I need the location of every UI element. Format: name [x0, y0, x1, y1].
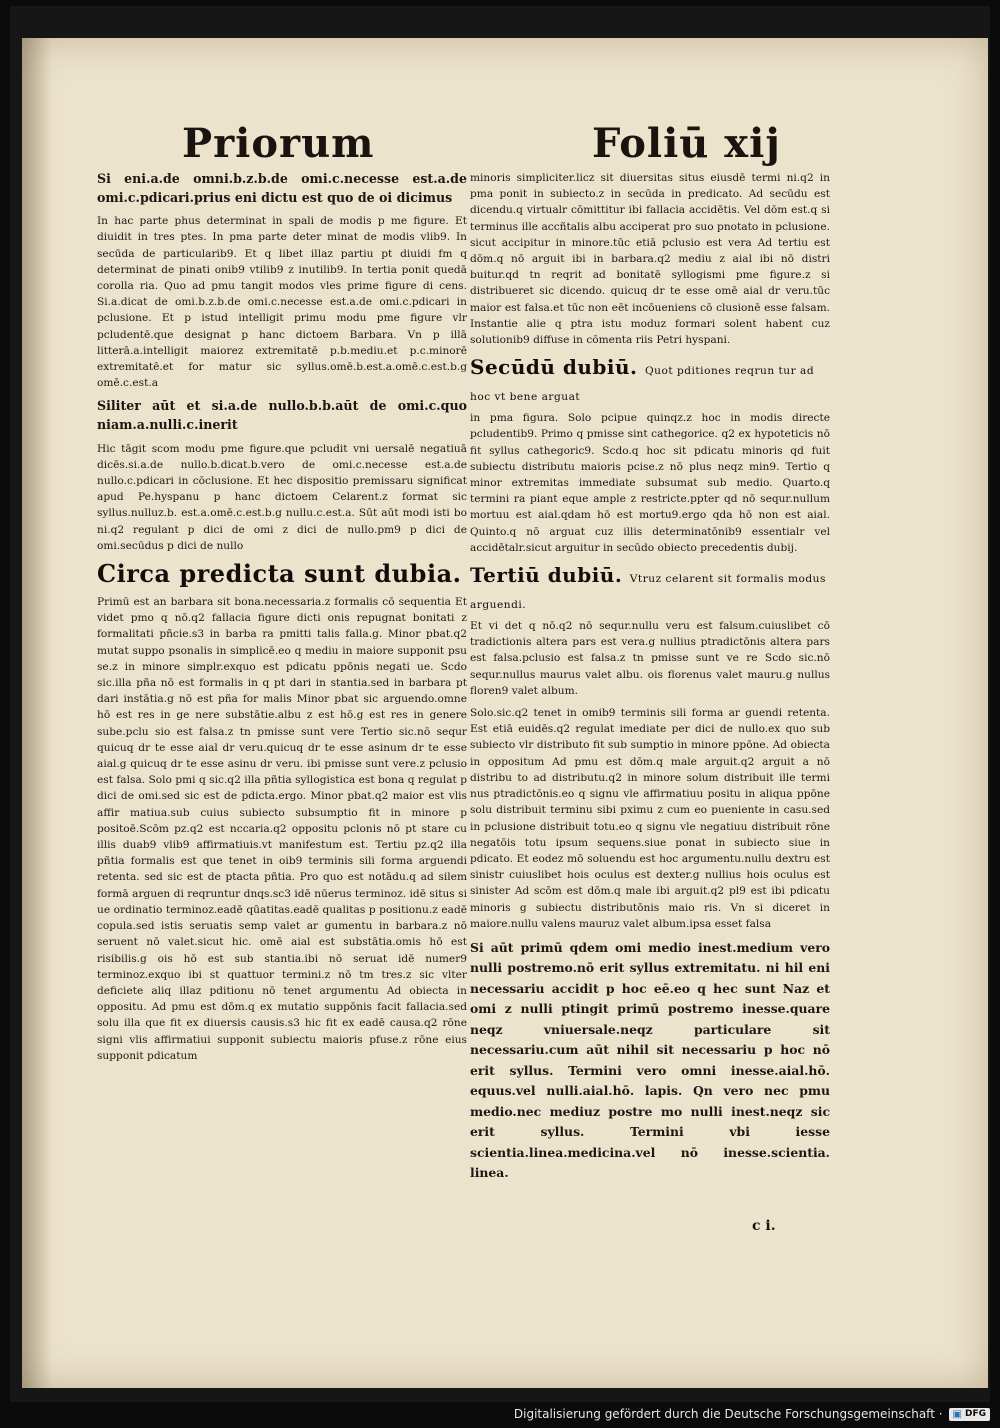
right-column [470, 170, 830, 1190]
commentary-paragraph: Solo.sic.q2 tenet in omib9 terminis sili forma ar guendi retenta. Est etiā euidēs.q2 regulat imediate per dici de nullo.ex quo sub subiecto vlr distributo fit sub sumptio in minore ppōne. Ad obiecta in oppositum Ad pmu est dōm.q male arguit.q2 arguit a nō distribu to ad distributu.q2 in minore solum distribuit ille termi nus ptradictōnis.eo q signu vle affirmatiuu positu in aliqua ppōne solu distribuit terminu sibi pximu z cum eo pueniente in casu.sed in pclusione distribuit totu.eo q signu vle negatiuu distribuit rōne negatōis totu ipsum sequens.siue ponat in subiecto siue in pdicato. Et eodez mō soluendu est hoc argumentu.nullu dextru est sinistr cuiuslibet hois oculus est dexter.g nullius hois oculus est sinister Ad scōm est dōm.q male ibi arguit.q2 pl9 est ibi pdicatu minoris g subiectu distributōnis maio ris. Vn si diceret in maiore.nullu valens mauruz valet album.ipsa esset falsa [470, 707, 830, 930]
heading-note: Quot pditiones reqrun tur ad hoc vt bene arguat [470, 365, 815, 404]
section-heading: Circa predicta sunt dubia. [97, 559, 462, 589]
footer-text: Digitalisierung gefördert durch die Deutsche Forschungsgemeinschaft · [513, 1407, 943, 1421]
lemma-text: Siliter aūt et si.a.de nullo.b.b.aūt de omi.c.quo niam.a.nulli.c.inerit [97, 398, 467, 433]
commentary-paragraph: minoris simpliciter.licz sit diuersitas situs eiusdē termi ni.q2 in pma ponit in subiecto.z in secūda in predicato. Ad secūdu est dicendu.q virtualr cōmittitur ibi fallacia accidētis. Vel dōm est.q si terminus ille accñtalis albu acciperat pro suo pnotato in pclusione. sicut accipitur in minore.tūc etiā pclusio est vera Ad tertiu est dōm.q nō arguit ibi in barbara.q2 mediu z aial ibi nō distri buitur.qd tn reqrit ad bonitatē syllogismi pme figure.z si distribueret sic dicendo. quicuq dr te esse omē aial dr veru.tūc maior est falsa.et tūc non eēt incōueniens cō clusionē esse falsam. Instantie alie q ptra istu moduz formari solent habent cuz solutionib9 diffuse in cōmenta riis Petri hyspani. [470, 172, 830, 347]
left-column [97, 170, 467, 1070]
dfg-logo [949, 1408, 990, 1421]
lemma-text: Si aūt primū qdem omi medio inest.medium vero nulli postremo.nō erit syllus extremitatu. ni hil eni necessariu accidit p hoc eē.eo q hec sunt Naz et omi z nulli ptingit primū postremo inesse.quare neqz vniuersale.neqz particulare sit necessariu.cum aūt nihil sit necessariu p hoc nō erit syllus. Termini vero omni inesse.aial.hō. equus.vel nulli.aial.hō. lapis. Qn vero nec pmu medio.nec mediuz postre mo nulli inest.neqz sic erit syllus. Termini vbi iesse scientia.linea.medicina.vel nō inesse.scientia. linea. [470, 939, 830, 1181]
footer-credit [514, 1404, 990, 1424]
section-heading [470, 354, 830, 406]
commentary-paragraph: In hac parte phus determinat in spali de modis p me figure. Et diuidit in tres ptes. In pma parte deter minat de modis vlib9. In secūda de particularib9. Et q libet illaz partiu pt diuidi fm q determinat de pinati onib9 vtilib9 z inutilib9. In tertia ponit quedā corolla ria. Quo ad pmu tangit modos vles prime figure di cens. Si.a.dicat de omi.b.z.b.de omi.c.necesse est.a.de omi.c.pdicari in pclusione. Et p istud intelligit primu modu pme figure vlr pcludentē.que designat p hanc dictoem Barbara. Vn p illā litterā.a.intelligit maiorez extremitatē p.b.mediu.et p.c.minorē extremitatē.et for matur sic syllus.omē.b.est.a.omē.c.est.b.g omē.c.est.a [97, 215, 467, 390]
book-page [22, 38, 988, 1388]
commentary-paragraph: Et vi det q nō.q2 nō sequr.nullu veru est falsum.cuiuslibet cō tradictionis altera pars est vera.g nullius ptradictōnis altera pars est falsa.pclusio est falsa.z tn pmisse sunt ve re Scdo sic.nō sequr.nullus maurus valet albu. ois florenus valet mauru.g nullus floren9 valet album. [470, 620, 830, 697]
dfg-logo-text: DFG [964, 1409, 986, 1419]
signature-mark: c i. [752, 1218, 776, 1234]
running-head-right: Foliū xij [592, 120, 781, 167]
commentary-paragraph: in pma figura. Solo pcipue quinqz.z hoc in modis directe pcludentib9. Primo q pmisse sint cathegorice. q2 ex hypoteticis nō fit syllus cathegoric9. Scdo.q hoc sit pdicatu minoris qd fuit subiectu distributu maioris pcise.z nō plus neqz min9. Tertio q minor extremitas immediate subsumat sub medio. Quarto.q termini ra piant eque ample z restricte.ppter qd nō sequr.nullum mortuu est aial.qdam hō est mortu9.ergo qda hō non est aial. Quinto.q nō arguat cuz illis determinatōnib9 essentialr vel accidētalr.sicut arguitur in secūdo obiecto precedentis dubij. [470, 412, 830, 554]
heading-text: Tertiū dubiū. [470, 563, 623, 588]
dfg-mark-icon: ▣ [952, 1408, 962, 1420]
commentary-paragraph: Hic tāgit scom modu pme figure.que pcludit vni uersalē negatiuā dicēs.si.a.de nullo.b.dicat.b.vero de omi.c.necesse est.a.de nullo.c.pdicari in cōclusione. Et hec dispositio premissaru significat apud Pe.hyspanu p hanc dictoem Celarent.z format sic syllus.nulluz.b. est.a.omē.c.est.b.g nullu.c.est.a. Sūt aūt modi isti bo ni.q2 regulant p dici de omi z dici de nullo.pm9 p dici de omi.secūdus p dici de nullo [97, 442, 467, 552]
lemma-text: Si eni.a.de omni.b.z.b.de omi.c.necesse est.a.de omi.c.pdicari.prius eni dictu est quo de oi dicimus [97, 171, 467, 205]
heading-text: Secūdū dubiū. [470, 355, 638, 380]
scan-frame [10, 6, 990, 1402]
commentary-paragraph: Primū est an barbara sit bona.necessaria.z formalis cō sequentia Et videt pmo q nō.q2 fallacia figure dicti onis repugnat bonitati z formalitati pñcie.s3 in barba ra pmitti talis falla.g. Minor pbat.q2 mutat suppo psonalis in simplicē.eo q mediu in maiore supponit psu se.z in minore simplr.exquo est pdicatu ppōnis negati ue. Scdo sic.illa pña nō est formalis in q pt dari in stantia.sed in barbara pt dari instātia.g nō est pña for malis Minor pbat sic arguendo.omne hō est res in ge nere substātie.albu z est hō.g est res in genere sube.pclu sio est falsa.z tn pmisse sunt vere Tertio sic.nō sequr quicuq dr te esse aial dr veru.quicuq dr te esse asinum dr te esse aial.g quicuq dr te esse asinu dr veru. ibi pmisse sunt vere.z pclusio est falsa. Solo pmi q sic.q2 illa pñtia syllogistica est bona q regulat p dici de omi.sed sic est de pdicta.ergo. Minor pbat.q2 maior est vlis affir matiua.sub cuius subiecto subsumptio fit in minore p positoē.Scōm pz.q2 est nccaria.q2 oppositu pclonis nō pt stare cu illis duab9 vlib9 affirmatiuis.vt manifestum est. Tertiu pz.q2 illa pñtia formalis est que tenet in oib9 terminis sili forma arguendi retenta. sed sic est de ptacta pñtia. Pro quo est notādu.q ad silem formā arguen di reqruntur dnqs.sc3 idē nūerus terminoz. idē situs si ue ordinatio terminoz.eadē qūatitas.eadē qualitas p positionu.z eadē copula.sed istis seruatis semp valet ar gumentu in barbara.z nō seruent nō valet.sicut hic. omē aial est substātia.omis hō est risibilis.g ois hō est sub stantia.ibi nō seruat idē numer9 terminoz.exquo ibi st quattuor termini.z nō tm tres.z sic vlter deficiete aliq illaz pditionu nō tenet argumentu Ad obiecta in oppositu. Ad pmu est dōm.q ex mutatio suppōnis facit fallacia.sed solu illa que fit ex diuersis causis.s3 hic fit ex eadē causa.q2 rōne signi vlis affirmatiui supponit subiectu maioris pfuse.z rōne eius supponit pdicatum [97, 596, 467, 1062]
section-heading [470, 562, 830, 614]
running-head-left: Priorum [182, 120, 375, 167]
heading-note: Vtruz celarent sit formalis modus arguendi. [470, 573, 826, 612]
